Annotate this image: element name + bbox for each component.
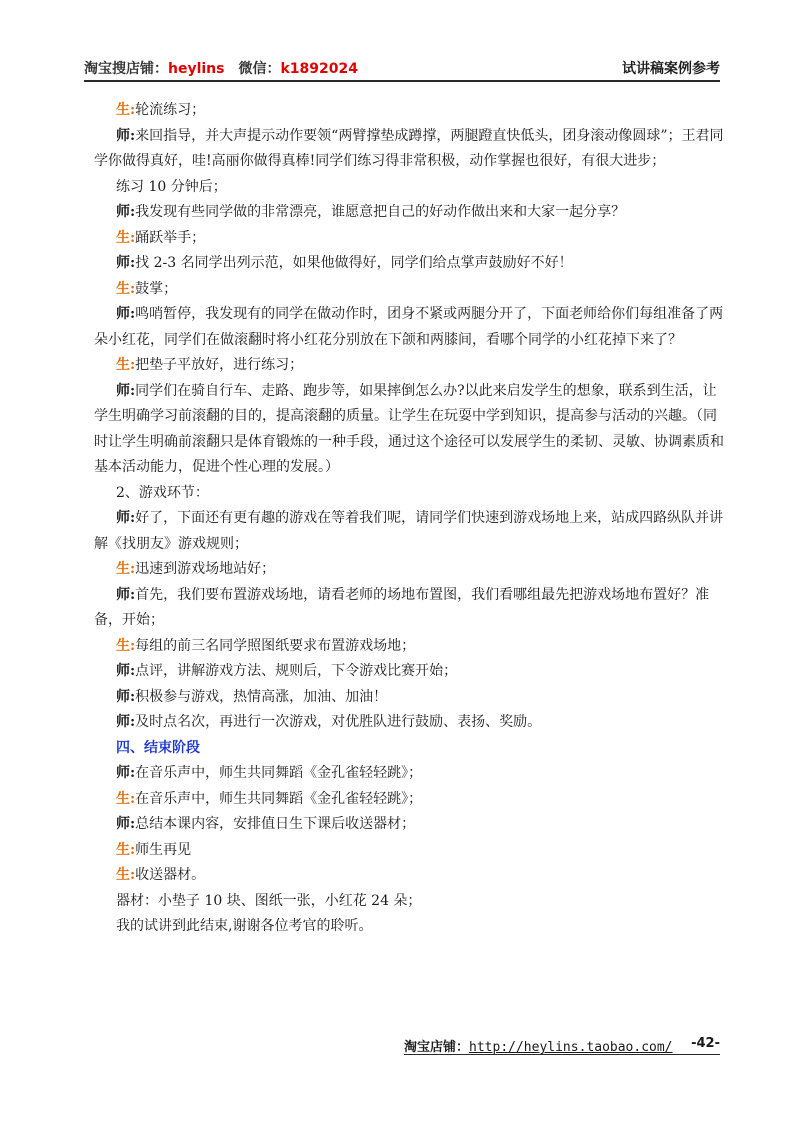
dialogue-line [94, 481, 724, 507]
line-text: 我发现有些同学做的非常漂亮，谁愿意把自己的好动作做出来和大家一起分享？ [135, 204, 626, 220]
header-wechat-id: k1892024 [280, 61, 358, 77]
speaker-teacher: 师: [116, 816, 136, 832]
speaker-teacher: 师: [116, 688, 136, 705]
line-text: 及时点名次，再进行一次游戏，对优胜队进行鼓励、表扬、奖励。 [135, 714, 542, 730]
speaker-teacher: 师: [116, 306, 136, 322]
dialogue-line [94, 812, 724, 838]
line-text: 收送器材。 [135, 867, 206, 883]
speaker-student: 生: [116, 357, 136, 373]
speaker-teacher: 师: [116, 204, 136, 220]
page-footer [404, 1036, 720, 1056]
footer-shop-link[interactable]: http://heylins.taobao.com/ [469, 1040, 673, 1055]
line-text: 四、结束阶段 [116, 739, 200, 756]
page-number: -42- [691, 1036, 720, 1051]
speaker-student: 生: [116, 790, 136, 807]
dialogue-line [94, 251, 724, 277]
header-shop-name: heylins [168, 61, 225, 77]
line-text: 我的试讲到此结束,谢谢各位考官的聆听。 [116, 918, 373, 934]
section-heading [94, 736, 724, 762]
line-text: 总结本课内容，安排值日生下课后收送器材； [135, 816, 416, 832]
speaker-teacher: 师: [116, 586, 136, 603]
dialogue-line [94, 863, 724, 889]
page-header [84, 58, 720, 80]
line-text: 把垫子平放好，进行练习； [135, 357, 304, 373]
speaker-student: 生: [116, 867, 136, 883]
speaker-student: 生: [116, 561, 136, 577]
dialogue-line [94, 634, 724, 660]
dialogue-line [94, 838, 724, 864]
line-text: 点评，讲解游戏方法、规则后，下令游戏比赛开始； [135, 663, 458, 679]
header-left [84, 58, 358, 78]
dialogue-line [94, 175, 724, 201]
dialogue-line [94, 200, 724, 226]
dialogue-line [94, 787, 724, 813]
dialogue-line [94, 761, 724, 787]
dialogue-line [94, 659, 724, 685]
line-text: 师生再见 [135, 841, 192, 858]
footer-shop-label: 淘宝店铺： [404, 1040, 470, 1055]
line-text: 器材：小垫子 10 块、图纸一张，小红花 24 朵； [116, 892, 422, 909]
line-text: 首先，我们要布置游戏场地，请看老师的场地布置图，我们看哪组最先把游戏场地布置好？准备，开始； [94, 586, 710, 628]
line-text: 来回指导，并大声提示动作要领“两臂撑垫成蹲撑，两腿蹬直快低头，团身滚动像圆球”；王君同学你做得真好，哇!高丽你做得真棒!同学们练习得非常积极，动作掌握也很好，有很大进步； [94, 127, 724, 169]
footer-divider [404, 1054, 720, 1055]
dialogue-line [94, 557, 724, 583]
line-text: 同学们在骑自行车、走路、跑步等，如果摔倒怎么办?以此来启发学生的想象，联系到生活，让学生明确学习前滚翻的目的，提高滚翻的质量。让学生在玩耍中学到知识，提高参与活动的兴趣。（同时让学生明确前滚翻只是体育锻炼的一种手段，通过这个途径可以发展学生的柔韧、灵敏、协调素质和基本活动能力，促进个性心理的发展。） [94, 382, 724, 475]
line-text: 2、游戏环节： [116, 484, 209, 501]
header-wechat-label: 微信： [238, 61, 281, 77]
line-text: 每组的前三名同学照图纸要求布置游戏场地； [135, 637, 416, 654]
dialogue-line [94, 226, 724, 252]
line-text: 鸣哨暂停，我发现有的同学在做动作时，团身不紧或两腿分开了，下面老师给你们每组准备了两朵小红花，同学们在做滚翻时将小红花分别放在下颌和两膝间，看哪个同学的小红花掉下来了？ [94, 306, 724, 348]
line-text: 迅速到游戏场地站好； [135, 561, 276, 577]
speaker-student: 生: [116, 102, 136, 118]
document-body [94, 98, 724, 940]
speaker-teacher: 师: [116, 127, 136, 144]
dialogue-line [94, 889, 724, 915]
dialogue-line [94, 583, 724, 634]
dialogue-line [94, 685, 724, 711]
dialogue-line [94, 379, 724, 481]
dialogue-line [94, 302, 724, 353]
speaker-student: 生: [116, 637, 136, 654]
speaker-student: 生: [116, 280, 136, 297]
speaker-teacher: 师: [116, 255, 136, 271]
dialogue-line [94, 506, 724, 557]
header-title: 试讲稿案例参考 [622, 61, 720, 77]
speaker-teacher: 师: [116, 382, 136, 399]
line-text: 踊跃举手； [135, 229, 206, 246]
dialogue-line [94, 710, 724, 736]
line-text: 积极参与游戏，热情高涨，加油、加油！ [135, 688, 388, 705]
speaker-teacher: 师: [116, 663, 136, 679]
dialogue-line [94, 914, 724, 940]
dialogue-line [94, 353, 724, 379]
line-text: 在音乐声中，师生共同舞蹈《金孔雀轻轻跳》； [135, 790, 423, 807]
speaker-student: 生: [116, 229, 136, 246]
header-shop-label: 淘宝搜店铺： [84, 61, 168, 77]
speaker-teacher: 师: [116, 714, 136, 730]
line-text: 找 2-3 名同学出列示范，如果他做得好，同学们给点掌声鼓励好不好！ [135, 255, 573, 271]
dialogue-line [94, 277, 724, 303]
speaker-student: 生: [116, 841, 136, 858]
dialogue-line [94, 98, 724, 124]
line-text: 鼓掌； [135, 280, 178, 297]
dialogue-line [94, 124, 724, 175]
header-divider [84, 80, 720, 82]
line-text: 好了，下面还有更有趣的游戏在等着我们呢，请同学们快速到游戏场地上来，站成四路纵队并讲解《找朋友》游戏规则； [94, 510, 724, 552]
speaker-teacher: 师: [116, 765, 136, 781]
line-text: 练习 10 分钟后； [116, 178, 227, 195]
line-text: 轮流练习； [135, 102, 206, 118]
line-text: 在音乐声中，师生共同舞蹈《金孔雀轻轻跳》； [135, 765, 423, 781]
speaker-teacher: 师: [116, 510, 136, 526]
